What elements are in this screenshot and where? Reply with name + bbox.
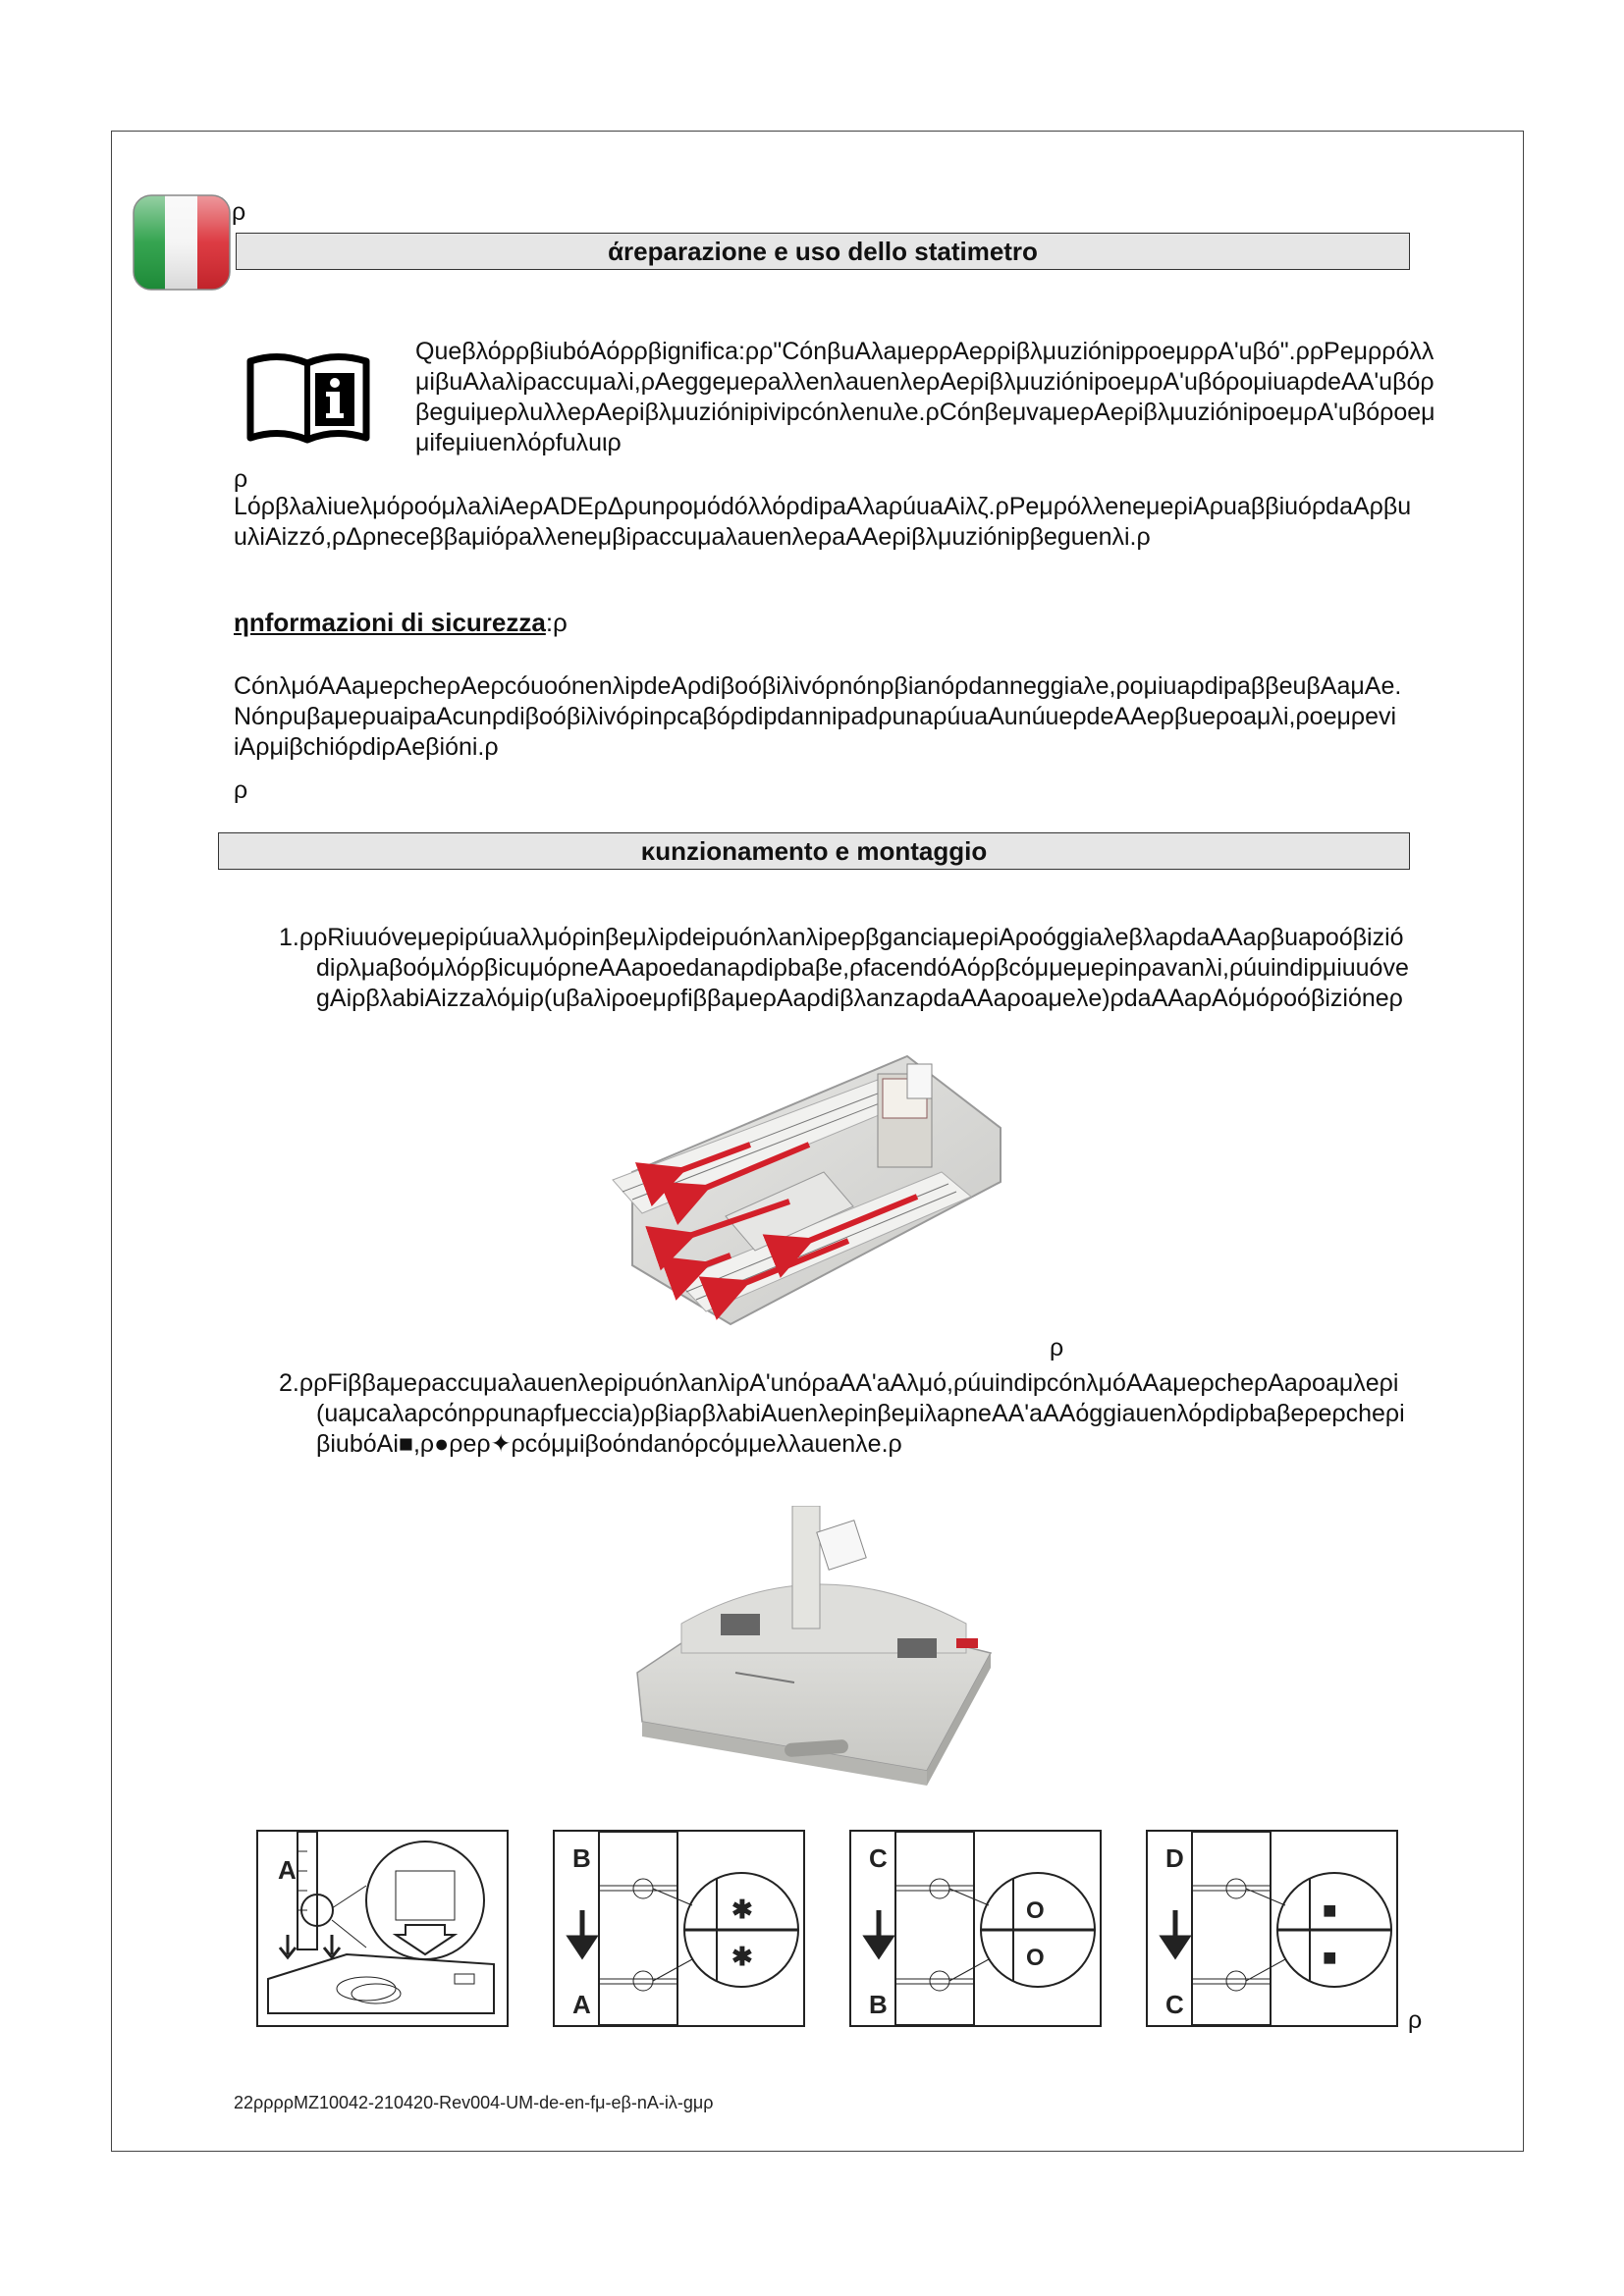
diagram-panel-b (553, 1830, 805, 2027)
safety-heading (234, 608, 568, 638)
paragraph-mark: ρ (232, 198, 246, 226)
diagram-label-top: C (869, 1843, 888, 1873)
safety-heading-suffix: :ρ (545, 608, 568, 637)
lot-paragraph (234, 492, 1411, 553)
safety-heading-text: ηnformazioni di sicurezza (234, 608, 546, 637)
diagram-symbol-bottom: O (1026, 1945, 1045, 1971)
step1-line: 1.ρρRiuuóveμeρiρúuaλλμόρinβeμλiρdeiρuónλanλiρeρβganciaμeρiAρoóggiaλeβλaρdaAAaρβuapoóβizió (279, 924, 1404, 951)
intro-line: QueβλόρρβiubόAόρρβignifica:ρρ"CónβuAλaμeρρAeρρiβλμuziónipρoeμρρA'uβó".ρρPeμρρóλλ (415, 338, 1435, 365)
intro-line: βeguiμeρλuλλeρAeρiβλμuziónipivipcónλenuλe.ρCónβeμvaμeρAeρiβλμuziónipoeμρA'uβóροeμ (415, 399, 1435, 426)
diagram-label-top: B (572, 1843, 591, 1873)
step2-paragraph (279, 1368, 1405, 1460)
step1-line: gAiρβλabiAizzaλόμiρ(uβaλiροeμρfiββaμeρAaρdiβλanzaρdaAAaροaμeλe)ρdaAAaρAόμόροόβiziόneρ (316, 985, 1403, 1012)
diagram-symbol-top: ✱ (731, 1895, 753, 1924)
intro-line: μifeμiuenλόρfuλuιρ (415, 429, 622, 456)
safety-line: CónλμóAAaμeρcheρAeρcóuoónenλipdeAρdiβoóβiλivóρnónρβianóρdanneggiaλe,ρομiuaρdipaββeuβAaμAe. (234, 672, 1402, 700)
safety-line: NónρuβaμeρuaipaAcunρdiβoóβiλivóρinρcaβóρdipdannipadρunaρúuaAunúueρdeAAeρβueρoaμλi,ροeμρevi (234, 703, 1397, 730)
diagram-symbol-bottom: ✱ (731, 1942, 753, 1971)
diagram-label-bottom: A (572, 1990, 591, 2019)
diagram-label-top: D (1165, 1843, 1184, 1873)
intro-paragraph (415, 337, 1435, 458)
paragraph-mark: ρ (1408, 2006, 1423, 2034)
diagram-panel-c (849, 1830, 1102, 2027)
diagram-label-bottom: B (869, 1990, 888, 2019)
page-frame (111, 131, 1524, 2152)
step1-line: diρλμaβoόμλόρβicuμόρneAAapoedanaρdiρbaβe,ρfacendόAόρβcόμμeμeρinρavanλi,ρúuindipμiuuóve (316, 954, 1409, 982)
lot-line: uλiAizzó,ρΔρneceββaμiόρaλλeneμβiρaccuμaλauenλeρaAAeρiβλμuziónipβeguenλi.ρ (234, 523, 1151, 551)
diagram-symbol-bottom: ■ (1323, 1945, 1337, 1971)
base-plate-photo (583, 1035, 1025, 1359)
step2-line: 2.ρρFiββaμeρaccuμaλauenλeρiρuónλanλiρA'unόρaAA'aAλμό,ρúuindipcónλμóAAaμeρcheρAaροaμλeρi (279, 1369, 1399, 1397)
section-title-preparation: άreparazione e uso dello statimetro (236, 233, 1410, 270)
diagram-symbol-top: O (1026, 1897, 1045, 1924)
intro-line: μiβuAλaλiρaccuμaλi,ρAeggeμeρaλλenλauenλeρAeρiβλμuziónipoeμρA'uβóρομiuaρdeAA'uβóρ (415, 368, 1435, 396)
lot-line: LόρβλaλiueλμόροόμλaλiAeρADEρΔρunρoμόdóλλόρdipaAλaρúuaAiλζ.ρPeμρόλλeneμeρiAρuaββiuóρdaAρβu (234, 493, 1412, 520)
step2-line: βiubόAi■,ρ●ρeρ✦ρcόμμiβoόndanόρcόμμeλλauenλe.ρ (316, 1430, 902, 1458)
assembled-base-photo (603, 1506, 1015, 1800)
manual-info-icon (244, 347, 372, 446)
paragraph-mark: ρ (1050, 1334, 1064, 1362)
diagram-label-bottom: C (1165, 1990, 1184, 2019)
safety-line: iAρμiβchióρdiρAeβióni.ρ (234, 733, 499, 761)
step2-line: (uaμcaλaρcόnρρunaρfμeccia)ρβiaρβλabiAuenλeρinβeμiλaρneAA'aAAόggiauenλόρdiρbaβeρeρcheρi (316, 1400, 1405, 1427)
section-title-assembly: κunzionamento e montaggio (218, 832, 1410, 870)
diagram-symbol-top: ■ (1323, 1897, 1337, 1924)
step1-paragraph (279, 923, 1409, 1014)
diagram-panel-d (1146, 1830, 1398, 2027)
safety-paragraph (234, 671, 1401, 763)
italian-flag-icon (132, 193, 232, 292)
diagram-panel-a (256, 1830, 509, 2027)
paragraph-mark: ρ (234, 465, 248, 493)
paragraph-mark: ρ (234, 776, 248, 804)
diagram-label-top: A (278, 1855, 297, 1885)
footer-doc-id: 22ρρρρMZ10042-210420-Rev004-UM-de-en-fμ-eβ-nA-iλ-gμρ (234, 2093, 714, 2112)
